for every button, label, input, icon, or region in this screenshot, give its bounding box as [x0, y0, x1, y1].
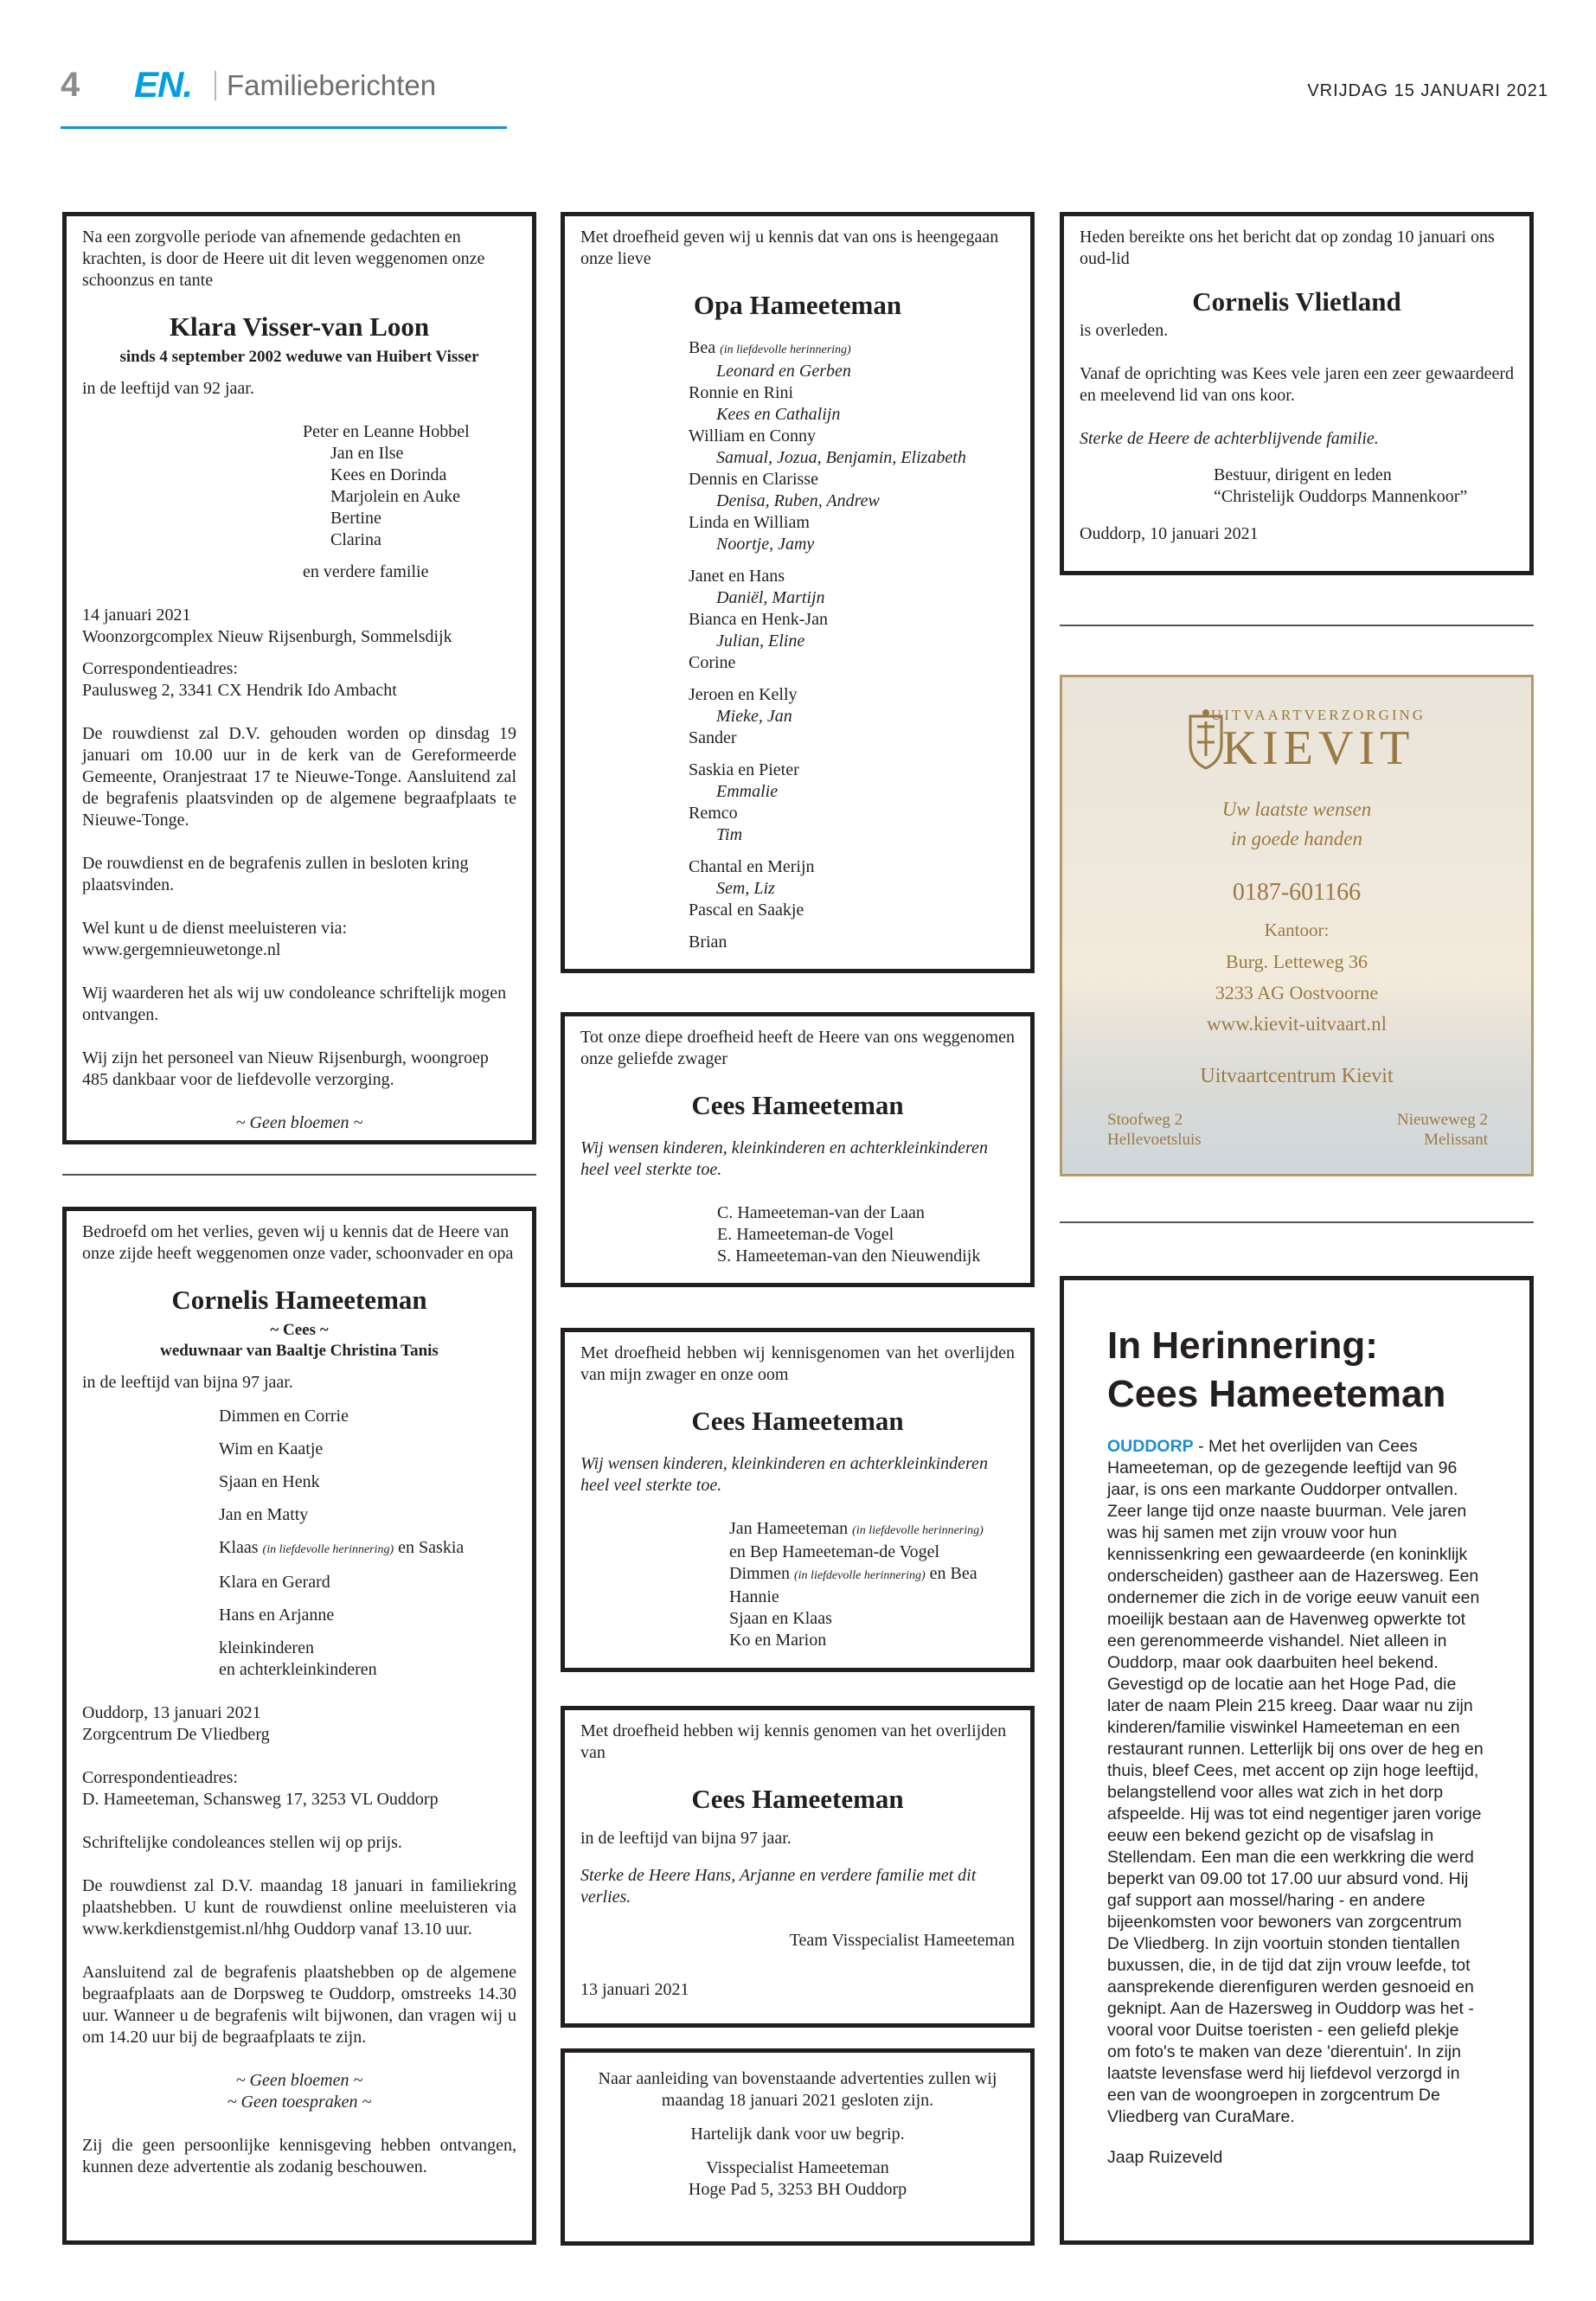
notice-intro: Tot onze diepe droefheid heeft de Heere van ons weggenomen onze geliefde zwager: [580, 1028, 1015, 1068]
family-member: Clarina: [330, 530, 381, 549]
notice-statement: Zij die geen persoonlijke kennisgeving hebben ontvangen, kunnen deze advertentie als zodanig beschouwen.: [82, 2136, 516, 2176]
bea-name: Bea: [689, 338, 716, 357]
family-parent: Corine: [689, 653, 736, 672]
deceased-name: Klara Visser-van Loon: [169, 311, 430, 342]
closing-thanks: Hartelijk dank voor uw begrip.: [690, 2125, 905, 2144]
notice-cornelis-vlietland: [1060, 212, 1534, 575]
family-parent: William en Conny: [689, 426, 816, 445]
condolence-info: Wij waarderen het als wij uw condoleance schriftelijk mogen ontvangen.: [82, 984, 507, 1024]
grandchildren: Julian, Eline: [716, 631, 805, 651]
no-speeches: ~ Geen toespraken ~: [227, 2093, 372, 2112]
notice-intro: Bedroefd om het verlies, geven wij u kennis dat de Heere van onze zijde heeft weggenomen onze vader, schoonvader en opa: [82, 1222, 514, 1263]
service-info: De rouwdienst zal D.V. gehouden worden op dinsdag 19 januari om 10.00 uur in de kerk van de Gereformeerde Gemeente, Oranjestraat 17 te Nieuwe-Tonge. Aansluitend zal de begrafenis plaatsvinden op de algemene begraafplaats te Nieuwe-Tonge.: [82, 724, 516, 830]
article-title-line-1: In Herinnering:: [1107, 1324, 1378, 1367]
notice-place: Woonzorgcomplex Nieuw Rijsenburgh, Sommelsdijk: [82, 627, 452, 646]
notice-cornelis-hameeteman: [62, 1207, 536, 2245]
family-parent: Ronnie en Rini: [689, 383, 794, 402]
grandchildren: kleinkinderen: [219, 1638, 314, 1657]
date-place: [82, 1702, 516, 1746]
family-parent: Pascal en Saakje: [689, 901, 804, 920]
signer: [729, 1563, 1015, 1586]
grandchildren: Tim: [716, 825, 743, 844]
grandchildren: Kees en Cathalijn: [716, 405, 841, 424]
deceased-name: Opa Hameeteman: [693, 290, 902, 320]
notice-closing: [561, 2048, 1035, 2246]
written-condolences: Schriftelijke condoleances stellen wij op prijs.: [82, 1833, 402, 1852]
signer: Team Visspecialist Hameeteman: [789, 1931, 1015, 1950]
family-parent: Brian: [689, 933, 727, 952]
family-parent: Jeroen en Kelly: [689, 685, 798, 704]
deceased-subtitle: weduwnaar van Baaltje Christina Tanis: [160, 1342, 439, 1360]
signer: C. Hameeteman-van der Laan: [717, 1203, 925, 1222]
notice-date: Ouddorp, 13 januari 2021: [82, 1703, 261, 1722]
article-dateline: OUDDORP: [1107, 1437, 1194, 1456]
family-member: Sjaan en Henk: [219, 1472, 320, 1491]
notice-intro: Met droefheid hebben wij kennis genomen van het overlijden van: [580, 1721, 1007, 1762]
ad-phone: 0187-601166: [1232, 879, 1362, 906]
date-place: [82, 605, 516, 648]
notice-wish: Wij wensen kinderen, kleinkinderen en achterkleinkinderen heel veel sterkte toe.: [580, 1138, 988, 1179]
signer: Ko en Marion: [729, 1631, 827, 1650]
ad-location-2: [1397, 1110, 1488, 1150]
notice-place: Zorgcentrum De Vliedberg: [82, 1725, 270, 1744]
grandchildren: Noortje, Jamy: [716, 535, 815, 554]
grandchildren: Daniël, Martijn: [716, 588, 825, 607]
listen-url: www.gergemnieuwetonge.nl: [82, 940, 281, 959]
notice-wish: Sterke de Heere de achterblijvende familie.: [1080, 429, 1379, 448]
signer: “Christelijk Ouddorps Mannenkoor”: [1214, 487, 1468, 506]
family-member-klaas: [219, 1537, 516, 1561]
notice-opa-hameeteman: [561, 212, 1035, 973]
bea-memo: (in liefdevolle herinnering): [720, 343, 851, 356]
grandchildren: Denisa, Ruben, Andrew: [716, 491, 880, 510]
corr-label: Correspondentieadres:: [82, 659, 238, 678]
notice-text: Vanaf de oprichting was Kees vele jaren een zeer gewaardeerd en meelevend lid van ons koor.: [1080, 364, 1514, 405]
notice-intro: Na een zorgvolle periode van afnemende gedachten en krachten, is door de Heere uit dit leven weggenomen onze schoonzus en tante: [82, 228, 485, 290]
notice-cees-hameeteman-1: [561, 1012, 1035, 1287]
ad-street: Burg. Letteweg 36: [1226, 951, 1368, 972]
signers: [580, 1518, 1015, 1651]
family-list: [580, 337, 1015, 953]
klaas-partner: en Saskia: [398, 1538, 465, 1557]
deceased-name: Cornelis Hameeteman: [171, 1285, 427, 1315]
burial-info: Aansluitend zal de begrafenis plaatshebben op de algemene begraafplaats aan de Dorpsweg te Ouddorp, omstreeks 14.30 uur. Wanneer u de begrafenis wilt bijwonen, dan vragen wij u om 14.20 uur bij de begraafplaats te zijn.: [82, 1963, 516, 2047]
notice-date: Ouddorp, 10 januari 2021: [1080, 524, 1259, 543]
signer-memo: (in liefdevolle herinnering): [852, 1524, 984, 1537]
ad-location-2-city: Melissant: [1424, 1131, 1488, 1149]
page-header: [61, 61, 1548, 114]
deceased-nickname: ~ Cees ~: [270, 1321, 329, 1339]
family-parent: Janet en Hans: [689, 567, 785, 586]
deceased-subtitle: sinds 4 september 2002 weduwe van Huibert Visser: [119, 348, 479, 366]
notice-cees-hameeteman-3: [561, 1706, 1035, 2028]
article-body: [1107, 1436, 1486, 2128]
column-divider: [1060, 1221, 1534, 1223]
family-member: Marjolein en Auke: [330, 487, 460, 506]
page-number: 4: [61, 66, 80, 104]
kievit-advertisement: [1060, 675, 1534, 1176]
signer: Bestuur, dirigent en leden: [1214, 465, 1392, 484]
family-list: [82, 421, 516, 583]
closing-address: Hoge Pad 5, 3253 BH Ouddorp: [688, 2180, 907, 2199]
ad-slogan-2: in goede handen: [1230, 828, 1362, 849]
closing-text: Naar aanleiding van bovenstaande advertenties zullen wij maandag 18 januari 2021 gesloten zijn.: [598, 2069, 997, 2110]
ad-location-1: [1107, 1110, 1202, 1150]
en-logo: EN.: [134, 64, 193, 105]
article-text: - Met het overlijden van Cees Hameeteman, op de gezegende leeftijd van 96 jaar, is ons een markante Ouddorper ontvallen. Zeer lange tijd onze naaste buurman. Vele jaren was hij samen met zijn vrouw voor hun kennissenkring een gewaardeerde (en koninklijk onderscheiden) gastheer aan de Hazersweg. Een ondernemer die zich in de vorige eeuw vanuit een moeilijk bestaan aan de Havenweg opwerkte tot een gerenommeerde vishandel. Niet alleen in Ouddorp, maar ook daarbuiten heel bekend. Gevestigd op de locatie aan het Hoge Pad, die later de naam Plein 215 kreeg. Daar waar nu zijn kinderen/familie viswinkel Hameeteman en een restaurant runnen. Letterlijk bij ons over de heg en thuis, bleef Cees, met accent op zijn hoge leeftijd, belangstellend voor alles wat zich in het dorp afspeelde. Hij was tot eind negentiger jaren vorige eeuw een bekend gezicht op de visafslag in Stellendam. Een man die een werkkring die werd beperkt van 09.00 tot 17.00 uur absurd vond. Hij gaf support aan mossel/haring - en andere bijeenkomsten voor bewoners van zorgcentrum De Vliedberg. In zijn voortuin stonden tientallen buxussen, die, in de tijd dat zijn vrouw leefde, tot aansprekende dierenfiguren werden gesnoeid en geknipt. Aan de Hazersweg in Ouddorp was het - vooral voor Duitse toeristen - een geliefd plekje om foto's te maken van deze 'dierentuin'. In zijn laatste levensfase werd hij liefdevol verzorgd in een van de woongroepen in zorgcentrum De Vliedberg van CuraMare.: [1107, 1437, 1484, 2126]
family-parent: Saskia en Pieter: [689, 760, 799, 779]
ad-location-1-street: Stoofweg 2: [1107, 1111, 1183, 1129]
family-parent: Chantal en Merijn: [689, 857, 815, 876]
great-grandchildren: en achterkleinkinderen: [219, 1660, 377, 1679]
column-divider: [62, 1174, 536, 1176]
notice-intro: Met droefheid geven wij u kennis dat van ons is heengegaan onze lieve: [580, 228, 999, 268]
ad-city: 3233 AG Oostvoorne: [1215, 982, 1379, 1003]
family-member: Hans en Arjanne: [219, 1606, 335, 1625]
family-parent: Sander: [689, 728, 737, 747]
no-flowers: ~ Geen bloemen ~: [235, 2071, 363, 2090]
in-memoriam-article: [1060, 1276, 1534, 2245]
family-member: Dimmen en Corrie: [219, 1407, 349, 1426]
notice-wish: Sterke de Heere Hans, Arjanne en verdere familie met dit verlies.: [580, 1866, 977, 1907]
ad-location-1-city: Hellevoetsluis: [1107, 1131, 1202, 1149]
ad-location-2-street: Nieuweweg 2: [1397, 1111, 1488, 1129]
deceased-name: Cees Hameeteman: [691, 1406, 904, 1436]
article-author: Jaap Ruizeveld: [1107, 2148, 1223, 2167]
signer: E. Hameeteman-de Vogel: [717, 1225, 894, 1244]
service-info: De rouwdienst zal D.V. maandag 18 januari in familiekring plaatshebben. U kunt de rouwdienst online meeluisteren via www.kerkdienstgemist.nl/hhg Ouddorp vanaf 13.10 uur.: [82, 1876, 516, 1939]
header-underline: [61, 126, 507, 129]
grandchildren: Leonard en Gerben: [716, 362, 851, 381]
deceased-age: in de leeftijd van bijna 97 jaar.: [580, 1829, 792, 1848]
signers: [1080, 465, 1514, 508]
klaas-name: Klaas: [219, 1538, 259, 1557]
ad-website: www.kievit-uitvaart.nl: [1206, 1013, 1387, 1035]
grandchildren: Mieke, Jan: [716, 707, 792, 726]
notice-date: 13 januari 2021: [580, 1980, 689, 1999]
notice-intro: Met droefheid hebben wij kennisgenomen van het overlijden van mijn zwager en onze oom: [580, 1343, 1015, 1384]
klaas-memo: (in liefdevolle herinnering): [262, 1543, 394, 1556]
listen-label: Wel kunt u de dienst meeluisteren via:: [82, 919, 348, 938]
family-parent: Remco: [689, 804, 738, 823]
column-divider: [1060, 625, 1534, 626]
signer-name: Jan Hameeteman: [729, 1519, 849, 1538]
section-title: Familieberichten: [227, 69, 437, 101]
corr-label: Correspondentieadres:: [82, 1768, 238, 1787]
family-member: Klara en Gerard: [219, 1573, 330, 1592]
notice-wish: Wij wensen kinderen, kleinkinderen en achterkleinkinderen heel veel sterkte toe.: [580, 1454, 988, 1495]
thanks-info: Wij zijn het personeel van Nieuw Rijsenburgh, woongroep 485 dankbaar voor de liefdevolle verzorging.: [82, 1048, 489, 1089]
family-member: Wim en Kaatje: [219, 1439, 324, 1458]
ad-small-title: UITVAARTVERZORGING: [1210, 707, 1426, 723]
issue-date: VRIJDAG 15 JANUARI 2021: [1307, 81, 1548, 100]
listen-info: [82, 918, 516, 961]
family-member: Jan en Ilse: [330, 444, 404, 463]
family-member: Kees en Dorinda: [330, 465, 447, 484]
corr-address: Paulusweg 2, 3341 CX Hendrik Ido Ambacht: [82, 681, 397, 700]
signer-memo: (in liefdevolle herinnering): [794, 1569, 926, 1582]
family-list: [82, 1406, 516, 1681]
deceased-age: in de leeftijd van bijna 97 jaar.: [82, 1373, 293, 1392]
signer: Hannie: [729, 1587, 779, 1606]
family-member: Bertine: [330, 509, 381, 528]
ad-brand: KIEVIT: [1221, 721, 1415, 775]
family-head: Peter en Leanne Hobbel: [303, 422, 470, 441]
correspondence: [82, 1767, 516, 1811]
deceased-name: Cees Hameeteman: [691, 1784, 904, 1814]
correspondence: [82, 658, 516, 702]
article-title: [1107, 1322, 1486, 1419]
family-parent: Bianca en Henk-Jan: [689, 610, 829, 629]
notice-klara-visser: [62, 212, 536, 1144]
grandchildren: Sem, Liz: [716, 879, 775, 898]
signers: [580, 1202, 1015, 1267]
closing-company: Visspecialist Hameeteman: [706, 2158, 889, 2177]
signer: Sjaan en Klaas: [729, 1609, 832, 1628]
signer: en Bep Hameeteman-de Vogel: [729, 1542, 940, 1561]
family-bea: [689, 337, 1015, 361]
no-flowers: ~ Geen bloemen ~: [235, 1113, 363, 1132]
deceased-name: Cornelis Vlietland: [1192, 286, 1401, 317]
signer-name: Dimmen: [729, 1564, 790, 1583]
family-member: Jan en Matty: [219, 1505, 309, 1524]
family-parent: Dennis en Clarisse: [689, 470, 818, 489]
closed-info: De rouwdienst en de begrafenis zullen in besloten kring plaatsvinden.: [82, 854, 469, 894]
signer-partner: en Bea: [929, 1564, 977, 1583]
corr-address: D. Hameeteman, Schansweg 17, 3253 VL Ouddorp: [82, 1790, 439, 1809]
header-separator: [215, 71, 216, 100]
notice-cees-hameeteman-2: [561, 1328, 1035, 1672]
ad-office-label: Kantoor:: [1264, 920, 1330, 940]
notice-date: 14 januari 2021: [82, 606, 191, 625]
family-tail: en verdere familie: [303, 562, 429, 581]
grandchildren: Samual, Jozua, Benjamin, Elizabeth: [716, 448, 966, 467]
deceased-age: in de leeftijd van 92 jaar.: [82, 379, 254, 398]
signer: [729, 1518, 1015, 1541]
article-title-line-2: Cees Hameeteman: [1107, 1373, 1446, 1415]
family-parent: Linda en William: [689, 513, 810, 532]
deceased-name: Cees Hameeteman: [691, 1090, 904, 1120]
ad-slogan-1: Uw laatste wensen: [1221, 798, 1372, 820]
ad-centre: Uitvaartcentrum Kievit: [1200, 1065, 1394, 1087]
deceased-status: is overleden.: [1080, 321, 1169, 340]
notice-intro: Heden bereikte ons het bericht dat op zondag 10 januari ons oud-lid: [1080, 228, 1495, 268]
signer: S. Hameeteman-van den Nieuwendijk: [717, 1247, 981, 1266]
grandchildren: Emmalie: [716, 782, 779, 801]
